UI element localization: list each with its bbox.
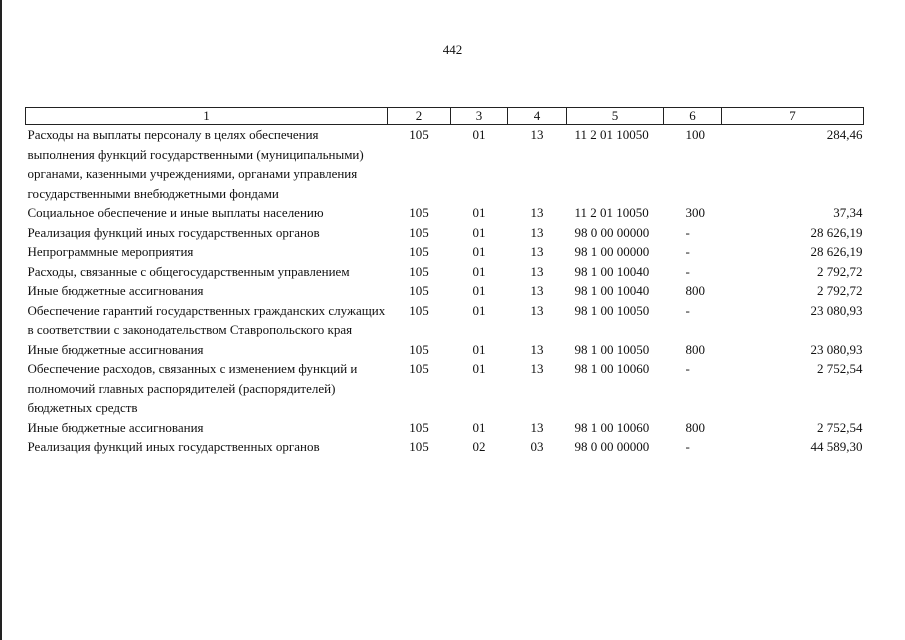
row-ministry-code: 105 <box>409 127 429 142</box>
column-header: 1 <box>26 108 388 125</box>
table-row <box>26 203 864 223</box>
row-ministry-code: 105 <box>409 302 429 318</box>
row-amount: 284,46 <box>826 127 863 142</box>
row-section-code: 01 <box>472 283 486 298</box>
row-name: Расходы, связанные с общегосударственным управлением <box>27 263 350 279</box>
row-section-code: 02 <box>472 439 486 454</box>
table-row <box>26 340 864 360</box>
row-section-code: 01 <box>472 205 486 220</box>
row-ministry-code: 105 <box>409 439 429 454</box>
table-row <box>26 301 864 340</box>
row-subsection-code: 13 <box>530 302 544 318</box>
row-ministry-code: 105 <box>409 205 429 220</box>
row-ministry-code: 105 <box>409 283 429 298</box>
row-name: Иные бюджетные ассигнования <box>27 341 204 357</box>
row-expense-type: - <box>685 244 690 259</box>
row-section-code: 01 <box>472 361 486 376</box>
row-section-code: 01 <box>472 341 486 357</box>
row-name: Социальное обеспечение и иные выплаты населению <box>27 205 324 220</box>
row-target-article: 98 0 00 00000 <box>574 439 650 454</box>
row-subsection-code: 13 <box>530 224 544 240</box>
row-target-article: 11 2 01 10050 <box>574 127 649 142</box>
row-subsection-code: 13 <box>530 283 544 298</box>
row-ministry-code: 105 <box>409 244 429 259</box>
scan-left-edge <box>0 0 2 640</box>
column-header: 5 <box>567 108 664 125</box>
row-subsection-code: 13 <box>530 127 544 142</box>
row-amount: 23 080,93 <box>810 341 863 357</box>
column-header: 2 <box>388 108 451 125</box>
row-name: Реализация функций иных государственных органов <box>27 224 320 240</box>
row-subsection-code: 13 <box>530 263 544 279</box>
row-name: Расходы на выплаты персоналу в целях обеспечения выполнения функций государственными (муниципальными) органами, казенными учреждениями, органами управления государственными внебюджетными фондами <box>27 127 364 201</box>
row-target-article: 98 1 00 10040 <box>574 263 650 279</box>
page-number: 442 <box>442 42 463 57</box>
table-header-row <box>26 108 864 125</box>
row-expense-type: - <box>685 439 690 454</box>
row-target-article: 98 1 00 10040 <box>574 283 650 298</box>
row-section-code: 01 <box>472 302 486 318</box>
row-name: Реализация функций иных государственных органов <box>27 439 320 454</box>
row-target-article: 98 1 00 00000 <box>574 244 650 259</box>
budget-table <box>25 107 864 457</box>
row-subsection-code: 13 <box>530 244 544 259</box>
row-expense-type: - <box>685 263 690 279</box>
row-amount: 23 080,93 <box>810 302 863 318</box>
table-row <box>26 242 864 262</box>
table-row <box>26 262 864 282</box>
column-header: 4 <box>508 108 567 125</box>
row-expense-type: - <box>685 224 690 240</box>
row-subsection-code: 03 <box>530 439 544 454</box>
row-section-code: 01 <box>472 244 486 259</box>
row-name: Иные бюджетные ассигнования <box>27 419 204 435</box>
row-ministry-code: 105 <box>409 341 429 357</box>
table-row <box>26 437 864 457</box>
row-expense-type: - <box>685 302 690 318</box>
column-header: 6 <box>664 108 722 125</box>
table-row <box>26 281 864 301</box>
row-target-article: 98 1 00 10050 <box>574 341 650 357</box>
row-amount: 28 626,19 <box>810 244 863 259</box>
row-subsection-code: 13 <box>530 361 544 376</box>
row-amount: 2 752,54 <box>817 361 863 376</box>
row-name: Обеспечение расходов, связанных с изменением функций и полномочий главных распорядителей (распорядителей) бюджетных средств <box>27 361 358 415</box>
row-expense-type: 800 <box>685 419 705 435</box>
table-row <box>26 223 864 243</box>
column-header: 3 <box>451 108 508 125</box>
row-target-article: 98 1 00 10060 <box>574 361 650 376</box>
row-subsection-code: 13 <box>530 419 544 435</box>
table-row <box>26 125 864 204</box>
row-amount: 2 792,72 <box>817 263 863 279</box>
row-name: Непрограммные мероприятия <box>27 244 194 259</box>
row-section-code: 01 <box>472 419 486 435</box>
row-section-code: 01 <box>472 263 486 279</box>
row-amount: 2 752,54 <box>817 419 863 435</box>
row-subsection-code: 13 <box>530 205 544 220</box>
row-ministry-code: 105 <box>409 224 429 240</box>
row-section-code: 01 <box>472 127 486 142</box>
row-target-article: 98 0 00 00000 <box>574 224 650 240</box>
row-target-article: 98 1 00 10060 <box>574 419 650 435</box>
row-section-code: 01 <box>472 224 486 240</box>
row-amount: 37,34 <box>833 205 863 220</box>
row-expense-type: 800 <box>685 283 705 298</box>
row-expense-type: 300 <box>685 205 705 220</box>
table-row <box>26 359 864 418</box>
table-row <box>26 418 864 438</box>
column-header: 7 <box>722 108 864 125</box>
row-amount: 28 626,19 <box>810 224 863 240</box>
row-ministry-code: 105 <box>409 263 429 279</box>
row-target-article: 98 1 00 10050 <box>574 302 650 318</box>
row-subsection-code: 13 <box>530 341 544 357</box>
row-target-article: 11 2 01 10050 <box>574 205 649 220</box>
row-amount: 2 792,72 <box>817 283 863 298</box>
row-ministry-code: 105 <box>409 419 429 435</box>
row-expense-type: 100 <box>685 127 705 142</box>
row-name: Обеспечение гарантий государственных гражданских служащих в соответствии с законодательством Ставропольского края <box>27 302 386 337</box>
row-expense-type: 800 <box>685 341 705 357</box>
row-expense-type: - <box>685 361 690 376</box>
row-amount: 44 589,30 <box>810 439 863 454</box>
row-name: Иные бюджетные ассигнования <box>27 283 204 298</box>
row-ministry-code: 105 <box>409 361 429 376</box>
